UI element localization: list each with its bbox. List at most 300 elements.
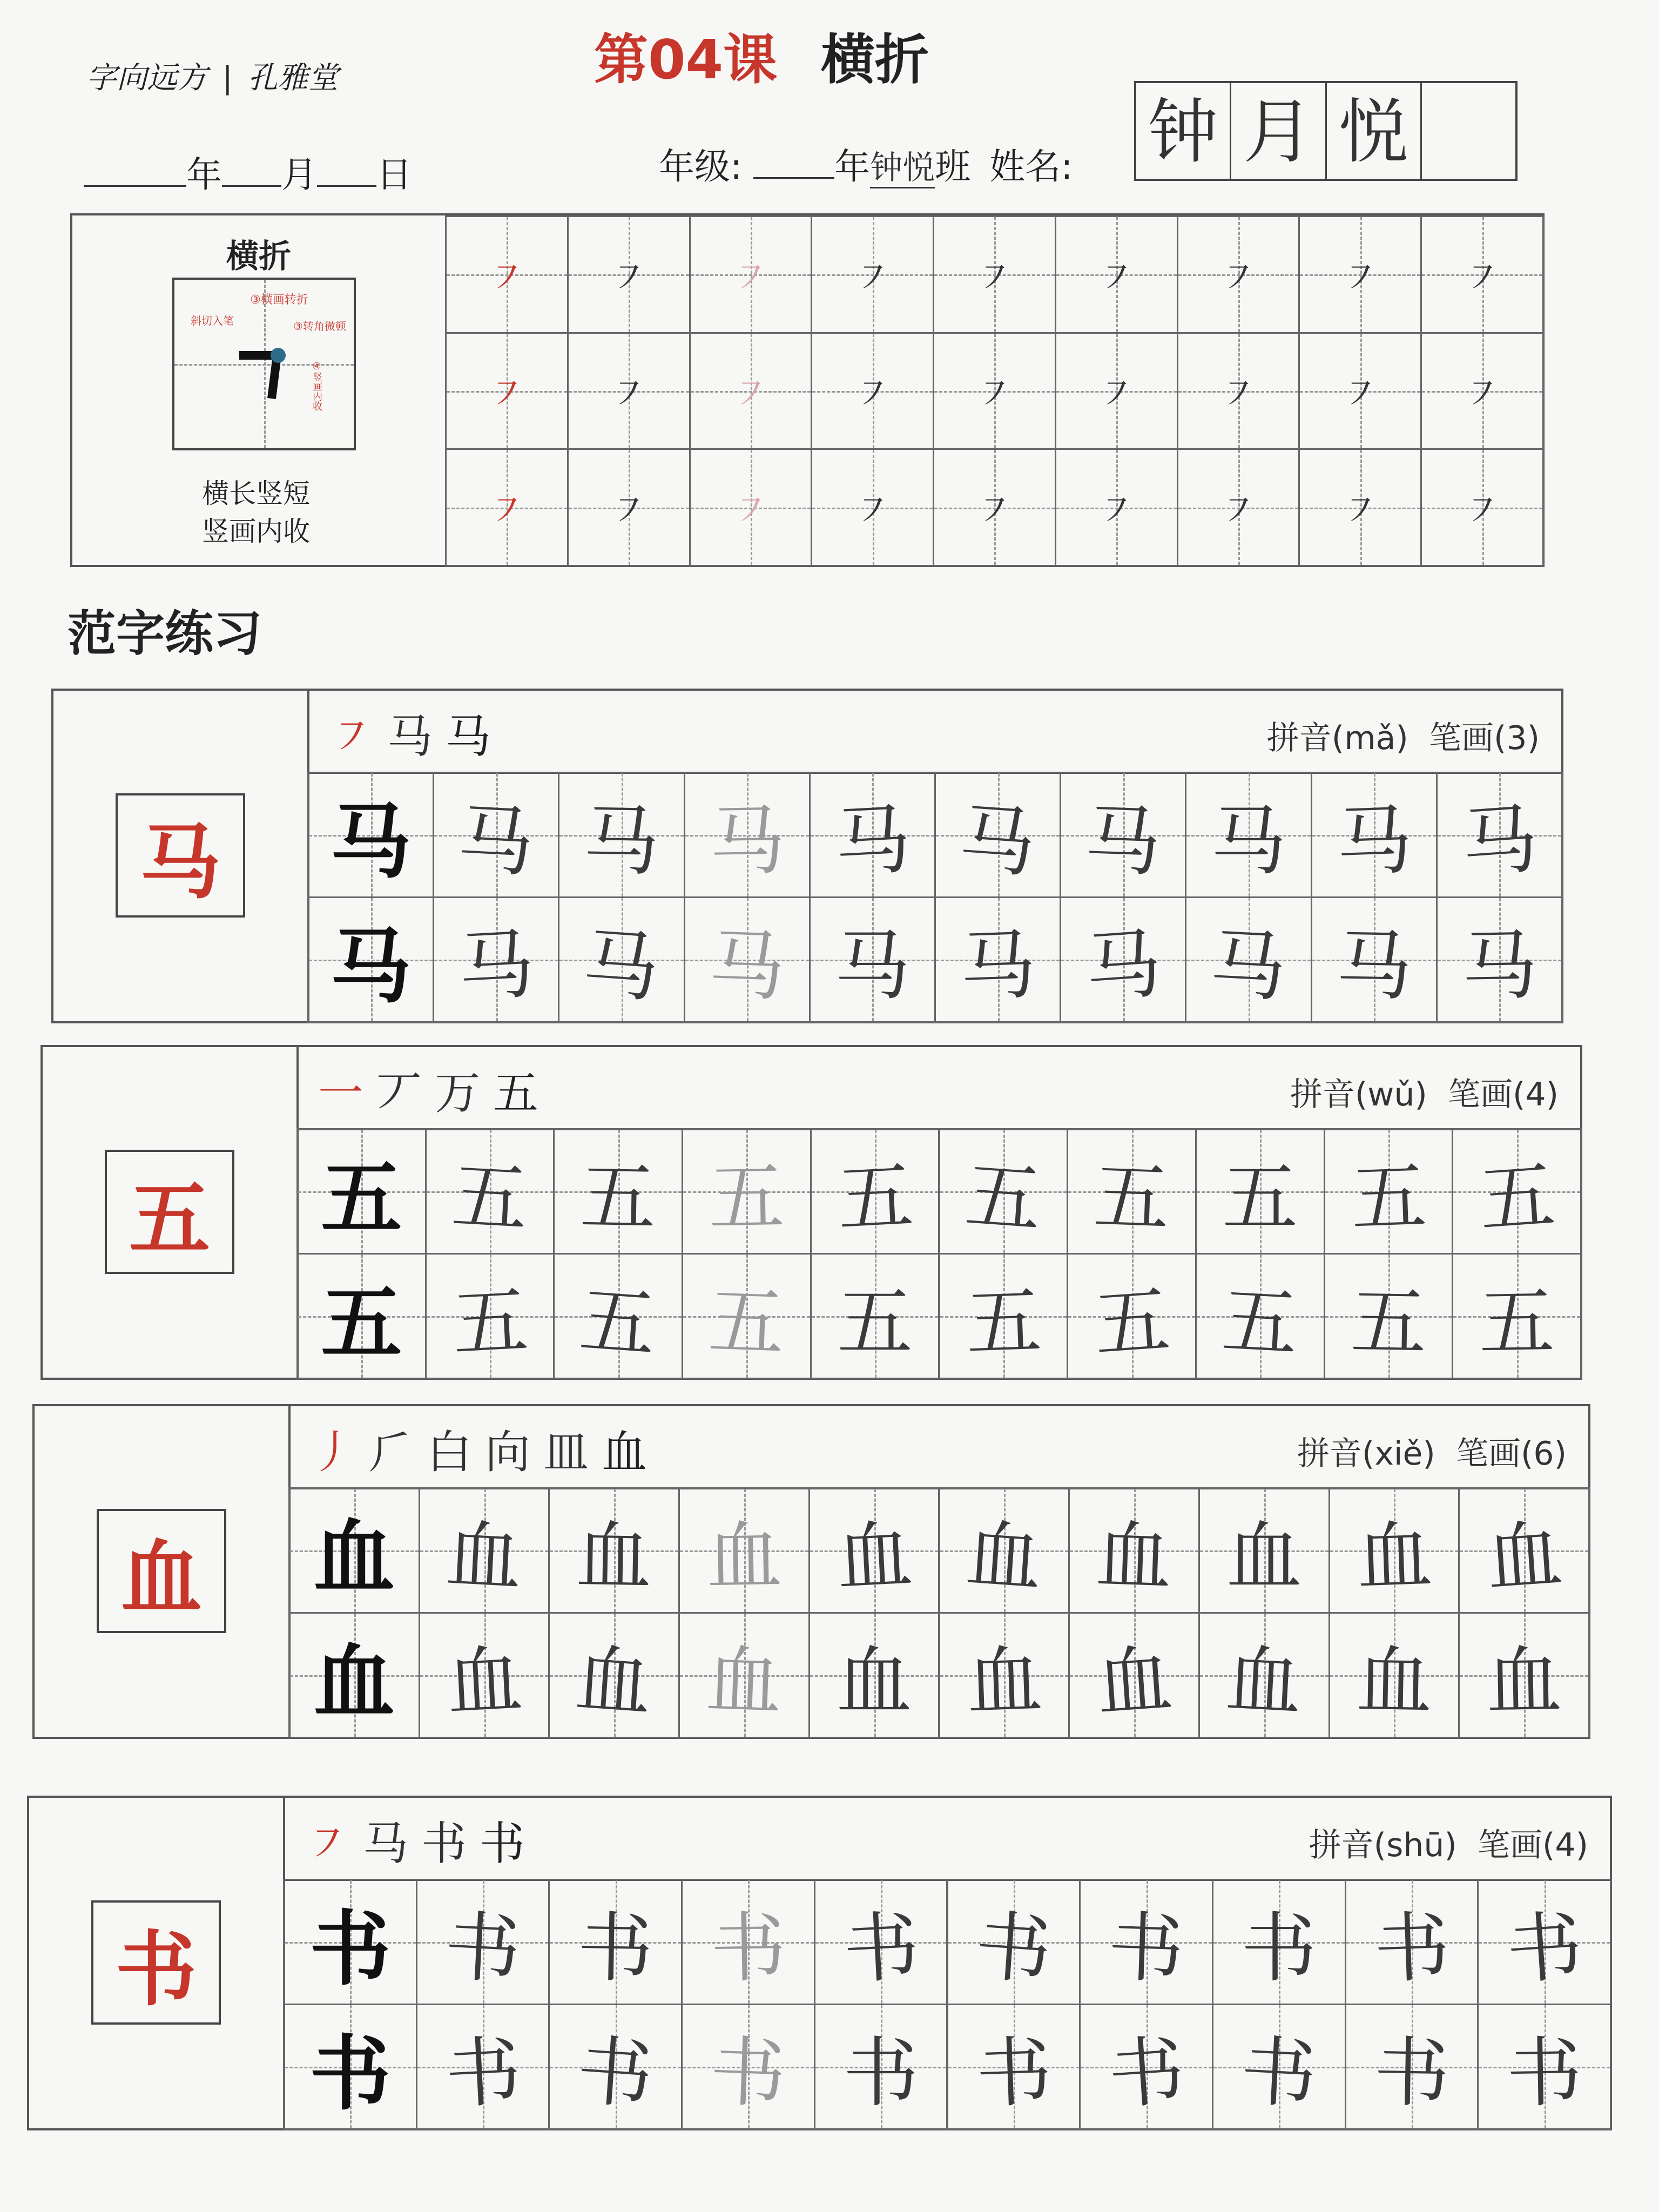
date-line bbox=[84, 146, 412, 197]
stroke-annotation-1: ③横画转折 bbox=[250, 293, 308, 307]
handwritten-char: 书 bbox=[1238, 2027, 1319, 2120]
stroke-order-step: 一 bbox=[318, 1067, 364, 1120]
practice-cell bbox=[1185, 772, 1312, 898]
practice-cell bbox=[1458, 1612, 1590, 1738]
practice-cell bbox=[416, 2004, 550, 2130]
lp: ( bbox=[1354, 1076, 1368, 1114]
handwritten-char: 五 bbox=[449, 1151, 530, 1244]
practice-cell bbox=[1324, 1253, 1454, 1379]
stroke-practice-cell bbox=[933, 448, 1056, 567]
grade-label: 年级: bbox=[659, 146, 743, 187]
stroke-practice-cell bbox=[1055, 332, 1178, 450]
practice-cell bbox=[1477, 1879, 1611, 2005]
stroke-practice-glyph: ㇇ bbox=[853, 255, 892, 300]
handwritten-char: 血 bbox=[1223, 1635, 1304, 1728]
handwritten-char: 五 bbox=[1091, 1276, 1173, 1370]
handwritten-char: 书 bbox=[974, 2028, 1054, 2119]
handwritten-char: 血 bbox=[1226, 1513, 1302, 1601]
practice-cell bbox=[1185, 896, 1312, 1023]
practice-cell bbox=[419, 1612, 550, 1738]
handwritten-char: 书 bbox=[1105, 2026, 1188, 2120]
handwritten-char: 马 bbox=[1459, 794, 1541, 888]
stroke-practice-glyph: ㇇ bbox=[1341, 372, 1379, 416]
model-char: 马 bbox=[330, 794, 412, 889]
strokes-label: 笔画 bbox=[1428, 719, 1494, 757]
brand-logo: 字向远方 | 孔雅堂 bbox=[86, 60, 339, 96]
lp: ( bbox=[1493, 719, 1507, 757]
practice-cell bbox=[283, 1879, 417, 2005]
name-char-2: 月 bbox=[1231, 83, 1326, 179]
stroke-intro-panel bbox=[70, 213, 1545, 567]
stroke-practice-grid bbox=[445, 215, 1542, 565]
practice-cell bbox=[1328, 1612, 1460, 1738]
practice-cell bbox=[1345, 2004, 1479, 2130]
handwritten-char: 书 bbox=[443, 2027, 523, 2120]
handwritten-char: 五 bbox=[1350, 1278, 1427, 1367]
practice-cell bbox=[1060, 896, 1186, 1023]
brand-right: 孔雅堂 bbox=[247, 60, 339, 96]
stroke-practice-glyph: ㇇ bbox=[488, 488, 526, 533]
stroke-practice-cell bbox=[689, 448, 813, 567]
pinyin-label: 拼音 bbox=[1290, 1076, 1355, 1114]
stroke-practice-cell bbox=[811, 332, 934, 450]
model-char: 五 bbox=[321, 1276, 402, 1371]
grade-line bbox=[659, 138, 1073, 189]
stroke-order-step: ⺁ bbox=[368, 1426, 414, 1479]
day-label: 日 bbox=[376, 154, 412, 195]
practice-cell bbox=[809, 772, 936, 898]
character-block bbox=[32, 1404, 1590, 1739]
practice-cell bbox=[934, 896, 1061, 1023]
stroke-practice-cell bbox=[689, 215, 813, 334]
handwritten-char: 书 bbox=[843, 2029, 919, 2117]
practice-cell bbox=[1452, 1128, 1582, 1255]
stroke-order-step: 书 bbox=[480, 1817, 525, 1870]
practice-cell bbox=[934, 772, 1061, 898]
stroke-order-step: 五 bbox=[493, 1067, 539, 1120]
pinyin-label: 拼音 bbox=[1266, 719, 1332, 757]
handwritten-char: 书 bbox=[577, 1904, 654, 1993]
stroke-practice-glyph: ㇇ bbox=[1341, 488, 1379, 533]
stroke-order-step: ㇇ bbox=[329, 710, 375, 763]
practice-cell bbox=[939, 1612, 1070, 1738]
practice-cell bbox=[947, 2004, 1081, 2130]
practice-cell bbox=[1195, 1253, 1325, 1379]
practice-cell bbox=[1195, 1128, 1325, 1255]
stroke-annotation-2: ③转角微顿 bbox=[293, 320, 346, 333]
stroke-order-step: 马 bbox=[446, 710, 491, 763]
stroke-practice-glyph: ㇇ bbox=[1463, 372, 1501, 416]
practice-cell bbox=[1212, 1879, 1346, 2005]
practice-cell bbox=[548, 1612, 680, 1738]
handwritten-char: 书 bbox=[972, 1901, 1054, 1995]
handwritten-char: 血 bbox=[575, 1512, 653, 1602]
stroke-practice-glyph: ㇇ bbox=[1097, 255, 1136, 300]
rp: ) bbox=[1422, 1435, 1456, 1473]
handwritten-char: 书 bbox=[709, 2028, 787, 2119]
hengzhe-stroke-diagram bbox=[234, 339, 299, 404]
strokes-label: 笔画 bbox=[1455, 1435, 1521, 1473]
character-block bbox=[27, 1796, 1612, 2130]
practice-cell bbox=[1079, 1879, 1213, 2005]
handwritten-char: 五 bbox=[1219, 1276, 1300, 1369]
handwritten-char: 马 bbox=[580, 919, 662, 1013]
handwritten-char: 五 bbox=[1092, 1152, 1171, 1243]
practice-cell bbox=[1060, 772, 1186, 898]
lp: ( bbox=[1512, 1076, 1526, 1114]
handwritten-char: 血 bbox=[705, 1512, 783, 1602]
practice-cell bbox=[1212, 2004, 1346, 2130]
grade-year-label: 年 bbox=[834, 146, 871, 187]
rp: ) bbox=[1395, 719, 1429, 757]
strokes-value: 3 bbox=[1506, 719, 1527, 757]
handwritten-char: 书 bbox=[1503, 1901, 1586, 1995]
handwritten-char: 书 bbox=[1241, 1904, 1317, 1993]
handwritten-char: 血 bbox=[1355, 1512, 1434, 1602]
stroke-practice-glyph: ㇇ bbox=[853, 488, 892, 533]
practice-cell bbox=[288, 1612, 420, 1738]
stroke-practice-glyph: ㇇ bbox=[975, 372, 1014, 416]
handwritten-char: 五 bbox=[1222, 1154, 1298, 1242]
handwritten-char: 书 bbox=[574, 2026, 656, 2120]
pinyin-value: shū bbox=[1386, 1826, 1445, 1864]
handwritten-char: 五 bbox=[835, 1151, 915, 1244]
stroke-practice-glyph: ㇇ bbox=[731, 372, 770, 416]
stroke-order-step: 马 bbox=[387, 710, 433, 763]
stroke-practice-glyph: ㇇ bbox=[1219, 255, 1258, 300]
handwritten-char: 马 bbox=[959, 921, 1037, 1011]
practice-cell bbox=[548, 1487, 680, 1614]
handwritten-char: 五 bbox=[964, 1277, 1043, 1368]
practice-cell bbox=[810, 1253, 940, 1379]
practice-cell bbox=[808, 1487, 940, 1614]
stroke-practice-cell bbox=[1298, 448, 1422, 567]
lp: ( bbox=[1331, 719, 1345, 757]
pinyin-value: wǔ bbox=[1367, 1076, 1415, 1114]
handwritten-char: 马 bbox=[832, 795, 913, 888]
practice-cell bbox=[947, 1879, 1081, 2005]
handwritten-char: 马 bbox=[1208, 920, 1289, 1013]
stroke-practice-cell bbox=[567, 332, 691, 450]
practice-cell bbox=[1198, 1612, 1330, 1738]
handwritten-char: 血 bbox=[444, 1635, 525, 1728]
stroke-practice-cell bbox=[811, 448, 934, 567]
stroke-practice-cell bbox=[689, 332, 813, 450]
handwritten-char: 马 bbox=[708, 797, 786, 886]
stroke-practice-cell bbox=[1177, 448, 1300, 567]
practice-cell bbox=[425, 1128, 555, 1255]
stroke-name: 横折 bbox=[226, 238, 291, 275]
stroke-practice-cell bbox=[445, 332, 569, 450]
handwritten-char: 血 bbox=[1355, 1637, 1433, 1727]
lesson-number: 第04课 bbox=[594, 28, 778, 91]
name-char-3: 悦 bbox=[1327, 83, 1422, 179]
stroke-order bbox=[310, 1416, 647, 1481]
practice-cell bbox=[1324, 1128, 1454, 1255]
pinyin-info bbox=[1290, 1069, 1559, 1115]
model-char: 五 bbox=[321, 1151, 402, 1246]
pinyin-info bbox=[1309, 1819, 1588, 1866]
handwritten-char: 马 bbox=[707, 921, 786, 1011]
model-char-box: 血 bbox=[97, 1509, 226, 1633]
handwritten-char: 马 bbox=[1335, 921, 1413, 1011]
stroke-order bbox=[329, 700, 491, 766]
practice-cell bbox=[553, 1253, 683, 1379]
stroke-practice-glyph: ㇇ bbox=[1463, 488, 1501, 533]
model-char: 血 bbox=[313, 1510, 395, 1605]
handwritten-char: 马 bbox=[1461, 921, 1539, 1011]
rp: ) bbox=[1527, 719, 1540, 757]
handwritten-char: 五 bbox=[577, 1276, 659, 1370]
stroke-order-step: 丆 bbox=[376, 1067, 422, 1120]
stroke-practice-glyph: ㇇ bbox=[731, 255, 770, 300]
handwritten-char: 血 bbox=[572, 1635, 655, 1729]
model-char: 马 bbox=[330, 919, 412, 1014]
practice-cell bbox=[419, 1487, 550, 1614]
practice-cell bbox=[1079, 2004, 1213, 2130]
handwritten-char: 血 bbox=[1094, 1635, 1176, 1729]
lesson-title: 横折 bbox=[821, 28, 929, 91]
stroke-practice-cell bbox=[1177, 332, 1300, 450]
stroke-practice-cell bbox=[1055, 448, 1178, 567]
stroke-practice-cell bbox=[567, 215, 691, 334]
stroke-practice-cell bbox=[1420, 448, 1544, 567]
stroke-order-step: 血 bbox=[602, 1426, 648, 1479]
practice-cell bbox=[1345, 1879, 1479, 2005]
handwritten-char: 血 bbox=[962, 1510, 1045, 1604]
practice-cell bbox=[553, 1128, 683, 1255]
practice-cell bbox=[939, 1128, 1069, 1255]
stroke-practice-cell bbox=[1420, 215, 1544, 334]
handwritten-char: 马 bbox=[834, 922, 911, 1010]
stroke-practice-glyph: ㇇ bbox=[1097, 372, 1136, 416]
practice-cell bbox=[809, 896, 936, 1023]
stroke-order bbox=[318, 1057, 538, 1122]
model-char: 书 bbox=[309, 2026, 391, 2121]
stroke-order-step: 丿 bbox=[310, 1426, 356, 1479]
stroke-practice-glyph: ㇇ bbox=[1341, 255, 1379, 300]
strokes-value: 4 bbox=[1555, 1826, 1576, 1864]
practice-cell bbox=[681, 1879, 815, 2005]
model-char-box: 书 bbox=[91, 1900, 221, 2025]
practice-cell bbox=[548, 1879, 683, 2005]
practice-cell bbox=[1067, 1128, 1197, 1255]
handwritten-char: 书 bbox=[1373, 2028, 1451, 2118]
stroke-tip-2: 竖画内收 bbox=[202, 516, 310, 547]
handwritten-char: 五 bbox=[837, 1278, 913, 1367]
strokes-value: 4 bbox=[1525, 1076, 1546, 1114]
practice-cell bbox=[1198, 1487, 1330, 1614]
name-label: 姓名: bbox=[989, 146, 1073, 187]
rp: ) bbox=[1444, 1826, 1478, 1864]
pinyin-value: mǎ bbox=[1344, 719, 1396, 757]
practice-cell bbox=[1068, 1612, 1200, 1738]
practice-cell bbox=[681, 2004, 815, 2130]
handwritten-char: 五 bbox=[708, 1153, 786, 1243]
handwritten-char: 五 bbox=[1476, 1151, 1558, 1245]
stroke-practice-glyph: ㇇ bbox=[1219, 372, 1258, 416]
handwritten-char: 马 bbox=[1083, 919, 1165, 1013]
stroke-practice-cell bbox=[445, 448, 569, 567]
handwritten-char: 书 bbox=[841, 1902, 921, 1995]
practice-cell bbox=[939, 1487, 1070, 1614]
handwritten-char: 马 bbox=[1210, 797, 1286, 886]
stroke-practice-cell bbox=[567, 448, 691, 567]
handwritten-char: 马 bbox=[1083, 796, 1163, 887]
stroke-annotation-3: 斜切入笔 bbox=[191, 314, 234, 327]
month-label: 月 bbox=[281, 154, 317, 195]
practice-cell bbox=[307, 896, 434, 1023]
stroke-practice-glyph: ㇇ bbox=[488, 372, 526, 416]
lp: ( bbox=[1373, 1826, 1387, 1864]
stroke-practice-cell bbox=[933, 215, 1056, 334]
pinyin-label: 拼音 bbox=[1309, 1826, 1374, 1864]
stroke-practice-cell bbox=[1055, 215, 1178, 334]
handwritten-char: 血 bbox=[1094, 1512, 1174, 1602]
pinyin-label: 拼音 bbox=[1297, 1435, 1362, 1473]
practice-cell bbox=[808, 1612, 940, 1738]
practice-cell bbox=[288, 1487, 420, 1614]
handwritten-char: 马 bbox=[583, 797, 660, 886]
stroke-practice-glyph: ㇇ bbox=[975, 255, 1014, 300]
practice-cell bbox=[1311, 772, 1438, 898]
name-boxes bbox=[1134, 81, 1518, 181]
handwritten-char: 五 bbox=[450, 1276, 530, 1369]
handwritten-char: 书 bbox=[1372, 1903, 1452, 1994]
practice-cell bbox=[433, 896, 559, 1023]
handwritten-char: 血 bbox=[836, 1637, 912, 1726]
stroke-practice-cell bbox=[933, 332, 1056, 450]
practice-cell bbox=[814, 1879, 948, 2005]
practice-cell bbox=[1452, 1253, 1582, 1379]
stroke-practice-glyph: ㇇ bbox=[853, 372, 892, 416]
rp: ) bbox=[1575, 1826, 1588, 1864]
stroke-diagram bbox=[172, 278, 356, 450]
stroke-practice-glyph: ㇇ bbox=[610, 255, 648, 300]
stroke-tip-1: 横长竖短 bbox=[202, 478, 310, 509]
stroke-practice-glyph: ㇇ bbox=[975, 488, 1014, 533]
practice-cell bbox=[939, 1253, 1069, 1379]
name-char-4 bbox=[1422, 83, 1515, 179]
practice-cell bbox=[682, 1253, 812, 1379]
rp: ) bbox=[1546, 1076, 1559, 1114]
handwritten-char: 五 bbox=[1349, 1152, 1428, 1243]
strokes-label: 笔画 bbox=[1447, 1076, 1513, 1114]
strokes-label: 笔画 bbox=[1477, 1826, 1542, 1864]
handwritten-char: 书 bbox=[1107, 1903, 1185, 1994]
practice-cell bbox=[1328, 1487, 1460, 1614]
practice-cell bbox=[1436, 772, 1563, 898]
stroke-practice-glyph: ㇇ bbox=[1463, 255, 1501, 300]
handwritten-char: 血 bbox=[1483, 1510, 1566, 1604]
stroke-annotation-4: ④竖画内收 bbox=[311, 361, 322, 411]
name-char-1: 钟 bbox=[1136, 83, 1231, 179]
stroke-order-step: 白 bbox=[427, 1426, 473, 1479]
stroke-order-step: 皿 bbox=[543, 1426, 589, 1479]
practice-cell bbox=[684, 896, 811, 1023]
stroke-practice-cell bbox=[811, 215, 934, 334]
pinyin-info bbox=[1297, 1428, 1567, 1474]
year-label: 年 bbox=[186, 154, 222, 195]
rp: ) bbox=[1554, 1435, 1567, 1473]
handwritten-char: 书 bbox=[710, 1904, 787, 1993]
stroke-practice-cell bbox=[445, 215, 569, 334]
practice-cell bbox=[682, 1128, 812, 1255]
handwritten-char: 五 bbox=[1478, 1278, 1556, 1367]
practice-cell bbox=[1458, 1487, 1590, 1614]
stroke-order-step: 万 bbox=[435, 1067, 481, 1120]
stroke-order-step: 书 bbox=[421, 1817, 467, 1870]
practice-cell bbox=[1068, 1487, 1200, 1614]
handwritten-char: 血 bbox=[834, 1510, 915, 1603]
stroke-order-step: 马 bbox=[363, 1817, 409, 1870]
practice-cell bbox=[814, 2004, 948, 2130]
character-block bbox=[41, 1045, 1582, 1380]
stroke-practice-cell bbox=[1298, 215, 1422, 334]
model-char-box: 五 bbox=[105, 1150, 234, 1274]
practice-cell bbox=[1477, 2004, 1611, 2130]
stroke-order bbox=[305, 1808, 525, 1873]
stroke-practice-glyph: ㇇ bbox=[1097, 488, 1136, 533]
stroke-order-step: ㇇ bbox=[305, 1817, 350, 1870]
practice-cell bbox=[810, 1128, 940, 1255]
class-label: 班 bbox=[935, 146, 971, 187]
stroke-practice-cell bbox=[1420, 332, 1544, 450]
practice-cell bbox=[678, 1612, 810, 1738]
handwritten-char: 五 bbox=[962, 1151, 1044, 1245]
handwritten-char: 五 bbox=[707, 1277, 786, 1368]
stroke-practice-cell bbox=[1177, 215, 1300, 334]
model-char: 血 bbox=[313, 1635, 395, 1730]
class-value: 钟悦 bbox=[870, 149, 935, 188]
model-char: 书 bbox=[309, 1901, 391, 1997]
practice-cell bbox=[684, 772, 811, 898]
practice-cell bbox=[425, 1253, 555, 1379]
character-block bbox=[51, 689, 1563, 1023]
lp: ( bbox=[1361, 1435, 1375, 1473]
handwritten-char: 马 bbox=[1334, 796, 1414, 887]
practice-cell bbox=[558, 896, 685, 1023]
practice-cell bbox=[1436, 896, 1563, 1023]
lp: ( bbox=[1542, 1826, 1555, 1864]
stroke-practice-glyph: ㇇ bbox=[731, 488, 770, 533]
stroke-practice-cell bbox=[1298, 332, 1422, 450]
handwritten-char: 血 bbox=[443, 1510, 524, 1603]
handwritten-char: 马 bbox=[956, 794, 1038, 888]
practice-cell bbox=[548, 2004, 683, 2130]
handwritten-char: 书 bbox=[442, 1902, 523, 1995]
handwritten-char: 血 bbox=[704, 1636, 784, 1727]
model-char-box: 马 bbox=[116, 793, 245, 918]
practice-cell bbox=[678, 1487, 810, 1614]
stroke-order-step: 向 bbox=[485, 1426, 531, 1479]
stroke-practice-glyph: ㇇ bbox=[488, 255, 526, 300]
practice-cell bbox=[296, 1128, 427, 1255]
stroke-practice-glyph: ㇇ bbox=[1219, 488, 1258, 533]
practice-cell bbox=[1067, 1253, 1197, 1379]
handwritten-char: 马 bbox=[455, 795, 536, 888]
stroke-practice-glyph: ㇇ bbox=[610, 372, 648, 416]
section-title: 范字练习 bbox=[68, 605, 262, 662]
lp: ( bbox=[1520, 1435, 1534, 1473]
handwritten-char: 书 bbox=[1506, 2028, 1583, 2118]
handwritten-char: 五 bbox=[579, 1153, 657, 1243]
handwritten-char: 血 bbox=[1485, 1637, 1563, 1727]
practice-cell bbox=[296, 1253, 427, 1379]
strokes-value: 6 bbox=[1533, 1435, 1554, 1473]
practice-cell bbox=[558, 772, 685, 898]
practice-cell bbox=[416, 1879, 550, 2005]
